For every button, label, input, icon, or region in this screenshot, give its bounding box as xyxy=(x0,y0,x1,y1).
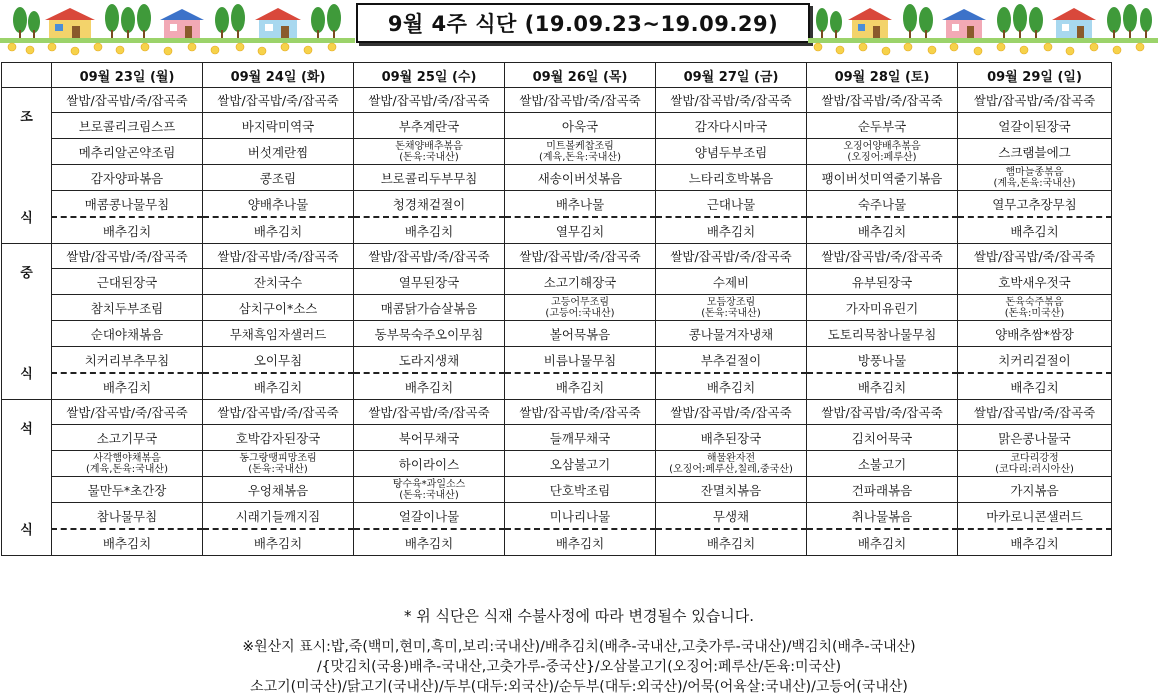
day-header: 09월 24일 (화) xyxy=(203,63,354,88)
kimchi-cell: 배추김치 xyxy=(505,529,656,556)
menu-row xyxy=(2,269,1112,295)
dish-cell: 브로콜리크림스프 xyxy=(52,113,203,139)
notice-text: * 위 식단은 식재 수불사정에 따라 변경될수 있습니다. xyxy=(404,607,754,625)
dish-cell: 얼갈이나물 xyxy=(354,503,505,530)
menu-row xyxy=(2,425,1112,451)
dish-cell: 쌀밥/잡곡밥/죽/잡곡죽 xyxy=(505,88,656,113)
dish-cell: 소불고기 xyxy=(807,451,958,477)
dish-cell: 해물완자전 (오징어:페루산,칠레,중국산) xyxy=(656,451,807,477)
kimchi-cell: 배추김치 xyxy=(354,217,505,244)
meal-label-top: 석 xyxy=(20,421,33,437)
menu-row xyxy=(2,217,1112,244)
kimchi-cell: 배추김치 xyxy=(52,529,203,556)
day-header: 09월 25일 (수) xyxy=(354,63,505,88)
menu-row xyxy=(2,451,1112,477)
dish-cell: 탕수육*과일소스 (돈육:국내산) xyxy=(354,477,505,503)
dish-cell: 돈육숙주볶음 (돈육:미국산) xyxy=(958,295,1112,321)
dish-cell: 숙주나물 xyxy=(807,191,958,218)
dish-cell: 오이무침 xyxy=(203,347,354,374)
kimchi-cell: 배추김치 xyxy=(656,217,807,244)
dish-cell: 열무된장국 xyxy=(354,269,505,295)
dish-cell: 오삼불고기 xyxy=(505,451,656,477)
day-header-row xyxy=(2,63,1112,88)
dish-cell: 들깨무채국 xyxy=(505,425,656,451)
dish-cell: 팽이버섯미역줄기볶음 xyxy=(807,165,958,191)
kimchi-cell: 배추김치 xyxy=(958,529,1112,556)
kimchi-cell: 배추김치 xyxy=(203,217,354,244)
dish-cell: 메추리알곤약조림 xyxy=(52,139,203,165)
menu-row xyxy=(2,139,1112,165)
meal-label-top: 조 xyxy=(20,109,33,125)
dish-cell: 쌀밥/잡곡밥/죽/잡곡죽 xyxy=(958,400,1112,425)
origin-note-line-2: /{맛김치(국용)배추-국내산,고춧가루-중국산}/오삼불고기(오징어:페루산/돈육:미국산) xyxy=(316,659,842,675)
dish-cell: 비름나물무침 xyxy=(505,347,656,374)
dish-cell: 유부된장국 xyxy=(807,269,958,295)
meal-label xyxy=(2,244,52,400)
dish-cell: 잔멸치볶음 xyxy=(656,477,807,503)
dish-cell: 쌀밥/잡곡밥/죽/잡곡죽 xyxy=(656,244,807,269)
dish-cell: 햄마늘종볶음 (계육,돈육:국내산) xyxy=(958,165,1112,191)
dish-cell: 치커리겉절이 xyxy=(958,347,1112,374)
menu-row xyxy=(2,477,1112,503)
dish-cell: 가자미유린기 xyxy=(807,295,958,321)
corner-cell xyxy=(2,63,52,88)
dish-cell: 부추계란국 xyxy=(354,113,505,139)
menu-row xyxy=(2,321,1112,347)
dish-cell: 호박감자된장국 xyxy=(203,425,354,451)
menu-row xyxy=(2,295,1112,321)
dish-cell: 바지락미역국 xyxy=(203,113,354,139)
day-header: 09월 27일 (금) xyxy=(656,63,807,88)
dish-cell: 청경채겉절이 xyxy=(354,191,505,218)
meal-label xyxy=(2,88,52,244)
dish-cell: 돈채양배추볶음 (돈육:국내산) xyxy=(354,139,505,165)
menu-row xyxy=(2,347,1112,374)
dish-cell: 배추된장국 xyxy=(656,425,807,451)
dish-cell: 쌀밥/잡곡밥/죽/잡곡죽 xyxy=(807,244,958,269)
dish-cell: 브로콜리두부무침 xyxy=(354,165,505,191)
menu-row xyxy=(2,529,1112,556)
kimchi-cell: 배추김치 xyxy=(354,529,505,556)
dish-cell: 배추나물 xyxy=(505,191,656,218)
dish-cell: 순두부국 xyxy=(807,113,958,139)
menu-row xyxy=(2,400,1112,425)
meal-label-bottom: 식 xyxy=(20,210,33,226)
dish-cell: 아욱국 xyxy=(505,113,656,139)
dish-cell: 미나리나물 xyxy=(505,503,656,530)
day-header: 09월 28일 (토) xyxy=(807,63,958,88)
kimchi-cell: 배추김치 xyxy=(656,529,807,556)
dish-cell: 쌀밥/잡곡밥/죽/잡곡죽 xyxy=(656,400,807,425)
dish-cell: 고등어무조림 (고등어:국내산) xyxy=(505,295,656,321)
dish-cell: 쌀밥/잡곡밥/죽/잡곡죽 xyxy=(354,88,505,113)
dish-cell: 호박새우젓국 xyxy=(958,269,1112,295)
day-header: 09월 26일 (목) xyxy=(505,63,656,88)
kimchi-cell: 배추김치 xyxy=(656,373,807,400)
dish-cell: 소고기해장국 xyxy=(505,269,656,295)
dish-cell: 쌀밥/잡곡밥/죽/잡곡죽 xyxy=(203,400,354,425)
dish-cell: 오징어양배추볶음 (오징어:페루산) xyxy=(807,139,958,165)
kimchi-cell: 열무김치 xyxy=(505,217,656,244)
dish-cell: 잔치국수 xyxy=(203,269,354,295)
kimchi-cell: 배추김치 xyxy=(52,373,203,400)
dish-cell: 물만두*초간장 xyxy=(52,477,203,503)
dish-cell: 건파래볶음 xyxy=(807,477,958,503)
dish-cell: 모듬장조림 (돈육:국내산) xyxy=(656,295,807,321)
village-decoration-right xyxy=(808,0,1158,60)
menu-row xyxy=(2,113,1112,139)
dish-cell: 참치두부조림 xyxy=(52,295,203,321)
dish-cell: 쌀밥/잡곡밥/죽/잡곡죽 xyxy=(505,400,656,425)
dish-cell: 무생채 xyxy=(656,503,807,530)
dish-cell: 쌀밥/잡곡밥/죽/잡곡죽 xyxy=(52,400,203,425)
kimchi-cell: 배추김치 xyxy=(203,529,354,556)
menu-body xyxy=(2,88,1112,556)
meal-label-bottom: 식 xyxy=(20,366,33,382)
dish-cell: 새송이버섯볶음 xyxy=(505,165,656,191)
dish-cell: 참나물무침 xyxy=(52,503,203,530)
dish-cell: 쌀밥/잡곡밥/죽/잡곡죽 xyxy=(52,88,203,113)
kimchi-cell: 배추김치 xyxy=(52,217,203,244)
dish-cell: 쌀밥/잡곡밥/죽/잡곡죽 xyxy=(807,400,958,425)
menu-row xyxy=(2,165,1112,191)
dish-cell: 감자다시마국 xyxy=(656,113,807,139)
dish-cell: 마카로니콘샐러드 xyxy=(958,503,1112,530)
kimchi-cell: 배추김치 xyxy=(807,373,958,400)
dish-cell: 수제비 xyxy=(656,269,807,295)
dish-cell: 매콤콩나물무침 xyxy=(52,191,203,218)
dish-cell: 취나물볶음 xyxy=(807,503,958,530)
dish-cell: 감자양파볶음 xyxy=(52,165,203,191)
menu-row xyxy=(2,244,1112,269)
dish-cell: 북어무채국 xyxy=(354,425,505,451)
dish-cell: 사각햄야채볶음 (계육,돈육:국내산) xyxy=(52,451,203,477)
dish-cell: 얼갈이된장국 xyxy=(958,113,1112,139)
dish-cell: 양배추쌈*쌈장 xyxy=(958,321,1112,347)
dish-cell: 쌀밥/잡곡밥/죽/잡곡죽 xyxy=(203,88,354,113)
menu-row xyxy=(2,191,1112,218)
dish-cell: 동그랑땡피망조림 (돈육:국내산) xyxy=(203,451,354,477)
dish-cell: 도라지생채 xyxy=(354,347,505,374)
kimchi-cell: 배추김치 xyxy=(505,373,656,400)
dish-cell: 스크램블에그 xyxy=(958,139,1112,165)
dish-cell: 콩조림 xyxy=(203,165,354,191)
origin-note-line-3: 소고기(미국산)/닭고기(국내산)/두부(대두:외국산)/순두부(대두:외국산)/어묵(어육살:국내산)/고등어(국내산) xyxy=(250,679,908,695)
kimchi-cell: 배추김치 xyxy=(203,373,354,400)
dish-cell: 우엉채볶음 xyxy=(203,477,354,503)
menu-row xyxy=(2,88,1112,113)
dish-cell: 소고기무국 xyxy=(52,425,203,451)
origin-note-line-1: ※원산지 표시:밥,죽(백미,현미,흑미,보리:국내산)/배추김치(배추-국내산,고춧가루-국내산)/백김치(배추-국내산) xyxy=(242,639,916,655)
dish-cell: 부추겉절이 xyxy=(656,347,807,374)
meal-label xyxy=(2,400,52,556)
dish-cell: 치커리부추무침 xyxy=(52,347,203,374)
dish-cell: 근대나물 xyxy=(656,191,807,218)
dish-cell: 맑은콩나물국 xyxy=(958,425,1112,451)
dish-cell: 쌀밥/잡곡밥/죽/잡곡죽 xyxy=(52,244,203,269)
dish-cell: 무채흑임자샐러드 xyxy=(203,321,354,347)
weekly-menu-table xyxy=(1,62,1112,556)
dish-cell: 가지볶음 xyxy=(958,477,1112,503)
day-header: 09월 29일 (일) xyxy=(958,63,1112,88)
dish-cell: 양념두부조림 xyxy=(656,139,807,165)
dish-cell: 쌀밥/잡곡밥/죽/잡곡죽 xyxy=(958,88,1112,113)
dish-cell: 도토리묵참나물무침 xyxy=(807,321,958,347)
dish-cell: 매콤닭가슴살볶음 xyxy=(354,295,505,321)
dish-cell: 쌀밥/잡곡밥/죽/잡곡죽 xyxy=(505,244,656,269)
dish-cell: 미트볼케찹조림 (계육,돈육:국내산) xyxy=(505,139,656,165)
day-header: 09월 23일 (월) xyxy=(52,63,203,88)
dish-cell: 느타리호박볶음 xyxy=(656,165,807,191)
dish-cell: 삼치구이*소스 xyxy=(203,295,354,321)
meal-label-bottom: 식 xyxy=(20,522,33,538)
dish-cell: 쌀밥/잡곡밥/죽/잡곡죽 xyxy=(354,400,505,425)
dish-cell: 동부묵숙주오이무침 xyxy=(354,321,505,347)
menu-row xyxy=(2,503,1112,530)
dish-cell: 쌀밥/잡곡밥/죽/잡곡죽 xyxy=(354,244,505,269)
dish-cell: 코다리강정 (코다리:러시아산) xyxy=(958,451,1112,477)
kimchi-cell: 배추김치 xyxy=(807,529,958,556)
meal-label-top: 중 xyxy=(20,265,33,281)
dish-cell: 하이라이스 xyxy=(354,451,505,477)
dish-cell: 쌀밥/잡곡밥/죽/잡곡죽 xyxy=(656,88,807,113)
dish-cell: 쌀밥/잡곡밥/죽/잡곡죽 xyxy=(203,244,354,269)
dish-cell: 열무고추장무침 xyxy=(958,191,1112,218)
banner xyxy=(0,0,1158,60)
dish-cell: 시래기들깨지짐 xyxy=(203,503,354,530)
dish-cell: 볼어묵볶음 xyxy=(505,321,656,347)
dish-cell: 방풍나물 xyxy=(807,347,958,374)
menu-row xyxy=(2,373,1112,400)
village-decoration-left xyxy=(0,0,355,60)
page-title: 9월 4주 식단 (19.09.23~19.09.29) xyxy=(356,3,810,43)
dish-cell: 콩나물겨자냉채 xyxy=(656,321,807,347)
dish-cell: 쌀밥/잡곡밥/죽/잡곡죽 xyxy=(958,244,1112,269)
dish-cell: 양배추나물 xyxy=(203,191,354,218)
kimchi-cell: 배추김치 xyxy=(354,373,505,400)
kimchi-cell: 배추김치 xyxy=(958,217,1112,244)
dish-cell: 김치어묵국 xyxy=(807,425,958,451)
dish-cell: 버섯계란찜 xyxy=(203,139,354,165)
kimchi-cell: 배추김치 xyxy=(807,217,958,244)
dish-cell: 단호박조림 xyxy=(505,477,656,503)
dish-cell: 쌀밥/잡곡밥/죽/잡곡죽 xyxy=(807,88,958,113)
dish-cell: 순대야채볶음 xyxy=(52,321,203,347)
dish-cell: 근대된장국 xyxy=(52,269,203,295)
kimchi-cell: 배추김치 xyxy=(958,373,1112,400)
